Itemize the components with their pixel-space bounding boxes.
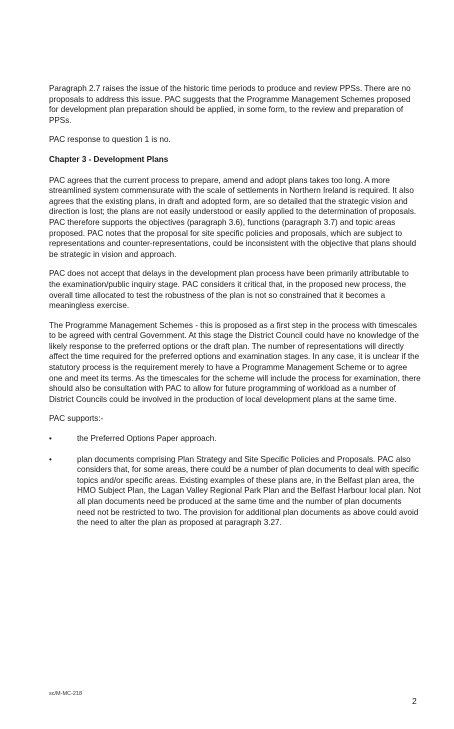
list-item — [49, 434, 421, 445]
paragraph: Paragraph 2.7 raises the issue of the historic time periods to produce and review PPSs. There are no proposals to address this issue. PAC suggests that the Programme Management Schemes proposed for development plan preparation should be applied, in some form, to the review and preparation of PPSs. — [49, 84, 411, 125]
bullet-icon: • — [49, 434, 52, 444]
paragraph: PAC supports:- — [49, 414, 104, 424]
bullet-icon: • — [49, 454, 52, 464]
list-item — [49, 455, 421, 529]
page-number: 2 — [412, 696, 417, 706]
list-item-text: plan documents comprising Plan Strategy and Site Specific Policies and Proposals. PAC also considers that, for some areas, there could be a number of plan documents to deal with specific topics and/or specific areas. Existing examples of these plans are, in the Belfast plan area, the HMO Subject Plan, the Lagan Valley Regional Park Plan and the Belfast Harbour local plan. Not all plan documents need be produced at the same time and the number of plan documents need not be restricted to two. The provision for additional plan documents as above could avoid the need to alter the plan as proposed at paragraph 3.27. — [77, 454, 421, 528]
paragraph: PAC agrees that the current process to prepare, amend and adopt plans takes too long. A more streamlined system commensurate with the scale of settlements in Northern Ireland is required. It also agrees that the existing plans, in draft and adopted form, are so detailed that the strategic vision and direction is lost; the plans are not easily understood or easily applied to the determination of proposals. PAC therefore supports the objectives (paragraph 3.6), functions (paragraph 3.7) and topic areas proposed. PAC notes that the proposal for site specific policies and proposals, which are subject to representations and counter-representations, could be inconsistent with the objective that plans should be strategic in vision and approach. — [49, 175, 417, 259]
paragraph: PAC response to question 1 is no. — [49, 135, 171, 145]
document-body — [49, 84, 421, 539]
footer-reference: sc/M-MC-218 — [49, 691, 83, 697]
paragraph: The Programme Management Schemes - this is proposed as a first step in the process with timescales to be agreed with central Government. At this stage the District Council could have no knowledge of the likely response to the preferred options or the draft plan. The number of representations will directly affect the time required for the preferred options and examination stages. In any case, it is unclear if the statutory process is the requirement merely to have a Programme Management Scheme or to agree one and meet its terms. As the timescales for the scheme will include the process for examination, there should also be consultation with PAC to allow for future programming of workload as a number of District Councils could be involved in the production of local development plans at the same time. — [49, 320, 421, 404]
list-item-text: the Preferred Options Paper approach. — [77, 434, 217, 444]
paragraph: PAC does not accept that delays in the development plan process have been primarily attributable to the examination/public inquiry stage. PAC considers it critical that, in the proposed new process, the overall time allocated to test the robustness of the plan is not so constrained that it becomes a meaningless exercise. — [49, 269, 409, 311]
chapter-heading: Chapter 3 - Development Plans — [49, 154, 169, 164]
bullet-list — [49, 434, 421, 529]
